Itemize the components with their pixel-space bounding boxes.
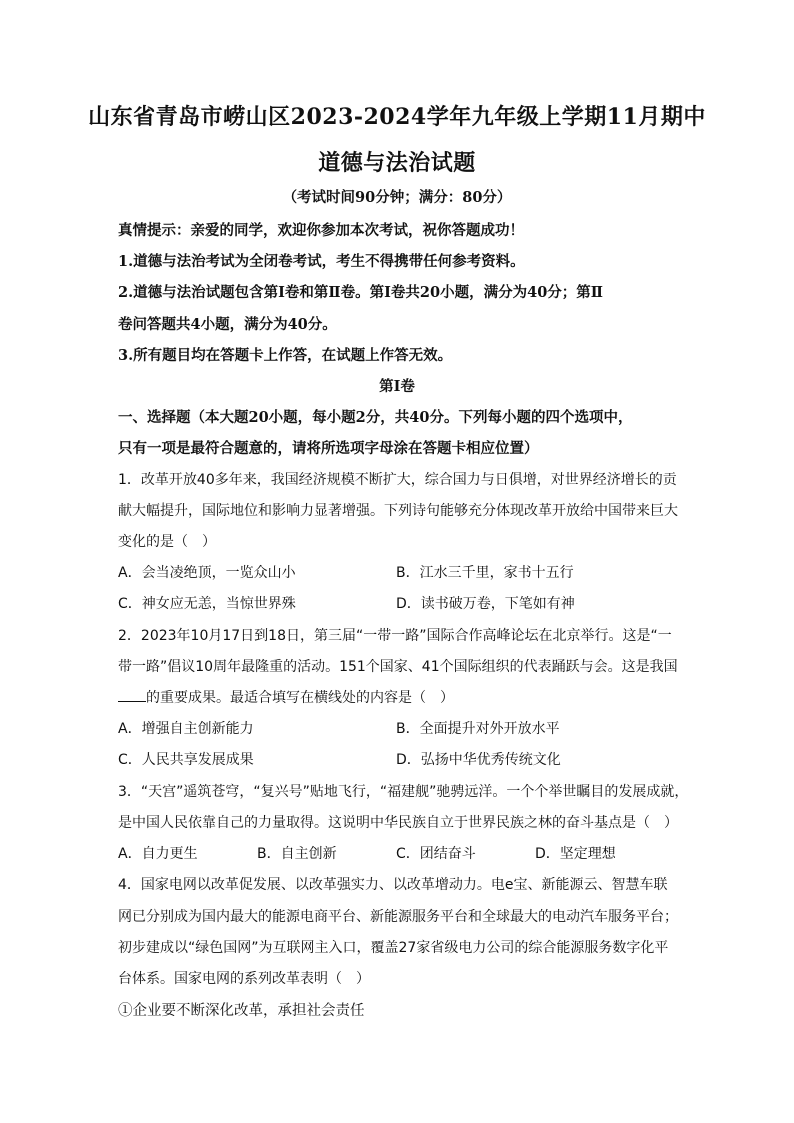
q2-stem-line2: 带一路”倡议10周年最隆重的活动。151个国家、41个国际组织的代表踊跃与会。这是我国	[118, 659, 678, 675]
q2-option-d: D．弘扬中华优秀传统文化	[396, 752, 561, 768]
note-2-line1: 2.道德与法治试题包含第Ⅰ卷和第Ⅱ卷。第Ⅰ卷共20小题，满分为40分；第Ⅱ	[118, 284, 603, 301]
q1-stem-line3: 变化的是（ ）	[118, 534, 216, 550]
q3-option-c: C．团结奋斗	[396, 846, 476, 862]
q4-stem-line4: 台体系。国家电网的系列改革表明（ ）	[118, 971, 370, 987]
q3-stem-line1: 3．“天宫”遥筑苍穹，“复兴号”贴地飞行，“福建舰”驰骋远洋。一个个举世瞩目的发展成就，	[118, 784, 689, 800]
intro-note: 真情提示：亲爱的同学，欢迎你参加本次考试，祝你答题成功！	[118, 222, 524, 239]
q1-option-c: C．神女应无恙，当惊世界殊	[118, 596, 296, 612]
q1-stem-line2: 献大幅提升，国际地位和影响力显著增强。下列诗句能够充分体现改革开放给中国带来巨大	[118, 503, 678, 519]
q3-option-a: A．自力更生	[118, 846, 198, 862]
note-3: 3.所有题目均在答题卡上作答，在试题上作答无效。	[118, 347, 453, 364]
section-heading-line2: 只有一项是最符合题意的，请将所选项字母涂在答题卡相应位置）	[118, 440, 539, 457]
volume-heading: 第Ⅰ卷	[379, 378, 415, 395]
q3-option-d: D．坚定理想	[535, 846, 616, 862]
section-heading-line1: 一、选择题（本大题20小题，每小题2分，共40分。下列每小题的四个选项中，	[118, 409, 633, 426]
exam-subtitle: （考试时间90分钟；满分：80分）	[282, 189, 512, 206]
q4-stem-line3: 初步建成以“绿色国网”为互联网主入口，覆盖27家省级电力公司的综合能源服务数字化平	[118, 940, 669, 956]
note-1: 1.道德与法治考试为全闭卷考试，考生不得携带任何参考资料。	[118, 253, 525, 270]
q1-option-d: D．读书破万卷，下笔如有神	[396, 596, 575, 612]
q2-stem-line3	[118, 687, 688, 707]
q4-stem-line2: 网已分别成为国内最大的能源电商平台、新能源服务平台和全球最大的电动汽车服务平台；	[118, 909, 678, 925]
q2-option-a: A．增强自主创新能力	[118, 721, 254, 737]
q1-stem-line1: 1．改革开放40多年来，我国经济规模不断扩大，综合国力与日俱增，对世界经济增长的贡	[118, 472, 677, 488]
q2-stem-line1: 2．2023年10月17日到18日，第三届“一带一路”国际合作高峰论坛在北京举行。这是“一	[118, 628, 672, 644]
fill-in-blank	[118, 687, 146, 702]
exam-title-line1: 山东省青岛市崂山区2023-2024学年九年级上学期11月期中	[88, 104, 706, 130]
q2-option-b: B．全面提升对外开放水平	[396, 721, 560, 737]
q3-option-b: B．自主创新	[257, 846, 337, 862]
q4-statement-1: ①企业要不断深化改革，承担社会责任	[118, 1003, 365, 1019]
q4-stem-line1: 4．国家电网以改革促发展、以改革强实力、以改革增动力。电e宝、新能源云、智慧车联	[118, 877, 668, 893]
q3-stem-line2: 是中国人民依靠自己的力量取得。这说明中华民族自立于世界民族之林的奋斗基点是（ ）	[118, 815, 678, 831]
q1-option-b: B．江水三千里，家书十五行	[396, 565, 574, 581]
note-2-line2: 卷问答题共4小题，满分为40分。	[118, 316, 337, 333]
q1-option-a: A．会当凌绝顶，一览众山小	[118, 565, 296, 581]
q2-stem-line3-text: 的重要成果。最适合填写在横线处的内容是（ ）	[146, 690, 454, 706]
q2-option-c: C．人民共享发展成果	[118, 752, 254, 768]
exam-title-line2: 道德与法治试题	[318, 150, 476, 176]
